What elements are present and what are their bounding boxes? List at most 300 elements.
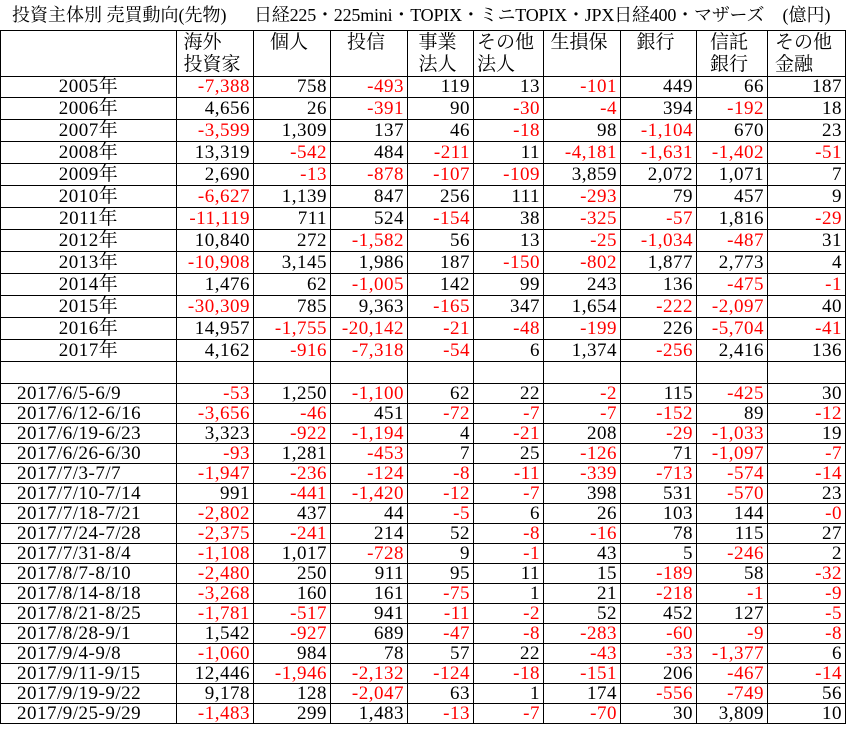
period-cell[interactable]: 2007年 [0,120,177,142]
cell-overseas-investors[interactable]: -2,802 [177,504,254,524]
cell-other-financial[interactable]: -41 [768,318,846,340]
cell-investment-trusts[interactable]: 484 [331,142,408,164]
cell-other-corporations[interactable]: -150 [474,252,544,274]
cell-life-nonlife-insurers[interactable]: 1,654 [544,296,621,318]
cell-overseas-investors[interactable]: 991 [177,484,254,504]
cell-other-corporations[interactable]: 22 [474,644,544,664]
cell-overseas-investors[interactable]: -1,781 [177,604,254,624]
cell-business-corporations[interactable]: 46 [408,120,474,142]
target-indices[interactable]: 日経225・225mini・TOPIX・ミニTOPIX・JPX日経400・マザーズ [254,5,765,25]
cell-trust-banks[interactable]: -192 [697,98,768,120]
cell-other-corporations[interactable]: -2 [474,604,544,624]
cell-individuals[interactable]: -542 [254,142,331,164]
cell-life-nonlife-insurers[interactable]: -339 [544,464,621,484]
period-cell[interactable]: 2017/6/26-6/30 [0,444,177,464]
cell-banks[interactable]: 103 [621,504,697,524]
cell-other-financial[interactable]: 19 [768,424,846,444]
cell-investment-trusts[interactable]: -1,582 [331,230,408,252]
cell-banks[interactable]: 452 [621,604,697,624]
cell-trust-banks[interactable]: -570 [697,484,768,504]
cell-overseas-investors[interactable]: 3,323 [177,424,254,444]
cell-overseas-investors[interactable]: -1,060 [177,644,254,664]
cell-overseas-investors[interactable]: -1,483 [177,704,254,724]
cell-life-nonlife-insurers[interactable]: 1,374 [544,340,621,362]
cell-overseas-investors[interactable]: 2,690 [177,164,254,186]
cell-individuals[interactable]: -13 [254,164,331,186]
cell-business-corporations[interactable]: 56 [408,230,474,252]
cell-trust-banks[interactable]: -487 [697,230,768,252]
cell-business-corporations[interactable]: -72 [408,404,474,424]
cell-business-corporations[interactable]: 142 [408,274,474,296]
cell-overseas-investors[interactable]: -53 [177,384,254,404]
cell-banks[interactable]: 226 [621,318,697,340]
cell-overseas-investors[interactable]: 1,542 [177,624,254,644]
cell-investment-trusts[interactable]: -1,194 [331,424,408,444]
cell-other-corporations[interactable]: -21 [474,424,544,444]
cell-trust-banks[interactable]: 89 [697,404,768,424]
cell-individuals[interactable]: 785 [254,296,331,318]
cell-trust-banks[interactable]: 1,816 [697,208,768,230]
cell-business-corporations[interactable]: -75 [408,584,474,604]
header-life-nonlife-insurers[interactable] [544,31,621,77]
cell-individuals[interactable]: 758 [254,76,331,98]
header-trust-banks[interactable] [697,31,768,77]
cell-other-corporations[interactable]: 11 [474,142,544,164]
cell-business-corporations[interactable]: 119 [408,76,474,98]
cell-overseas-investors[interactable]: 10,840 [177,230,254,252]
cell-individuals[interactable]: -441 [254,484,331,504]
cell-other-financial[interactable]: 136 [768,340,846,362]
cell-life-nonlife-insurers[interactable]: -7 [544,404,621,424]
cell-investment-trusts[interactable]: -453 [331,444,408,464]
period-cell[interactable]: 2017年 [0,340,177,362]
cell-business-corporations[interactable]: 90 [408,98,474,120]
cell-other-corporations[interactable]: -7 [474,484,544,504]
cell-trust-banks[interactable]: -574 [697,464,768,484]
cell-business-corporations[interactable]: 9 [408,544,474,564]
cell-investment-trusts[interactable]: 137 [331,120,408,142]
cell-overseas-investors[interactable]: 14,957 [177,318,254,340]
cell-banks[interactable]: 79 [621,186,697,208]
cell-individuals[interactable]: -517 [254,604,331,624]
cell-life-nonlife-insurers[interactable]: -4,181 [544,142,621,164]
period-cell[interactable]: 2011年 [0,208,177,230]
header-other-corporations[interactable] [474,31,544,77]
period-cell[interactable]: 2014年 [0,274,177,296]
cell-trust-banks[interactable]: 457 [697,186,768,208]
cell-overseas-investors[interactable]: -3,599 [177,120,254,142]
cell-individuals[interactable]: -236 [254,464,331,484]
cell-trust-banks[interactable]: 2,773 [697,252,768,274]
cell-overseas-investors[interactable]: -2,375 [177,524,254,544]
cell-other-corporations[interactable]: 347 [474,296,544,318]
cell-life-nonlife-insurers[interactable]: 43 [544,544,621,564]
cell-banks[interactable]: -222 [621,296,697,318]
cell-business-corporations[interactable]: 187 [408,252,474,274]
cell-other-financial[interactable]: -0 [768,504,846,524]
cell-investment-trusts[interactable]: 214 [331,524,408,544]
cell-other-financial[interactable]: 23 [768,484,846,504]
cell-overseas-investors[interactable]: -93 [177,444,254,464]
empty-cell[interactable] [544,362,621,384]
cell-other-financial[interactable]: -1 [768,274,846,296]
cell-individuals[interactable]: 62 [254,274,331,296]
cell-business-corporations[interactable]: -21 [408,318,474,340]
period-cell[interactable]: 2017/8/28-9/1 [0,624,177,644]
cell-trust-banks[interactable]: -1,097 [697,444,768,464]
cell-banks[interactable]: -1,034 [621,230,697,252]
cell-business-corporations[interactable]: -12 [408,484,474,504]
period-cell[interactable]: 2017/7/3-7/7 [0,464,177,484]
cell-other-financial[interactable]: -12 [768,404,846,424]
cell-business-corporations[interactable]: 57 [408,644,474,664]
cell-investment-trusts[interactable]: -391 [331,98,408,120]
cell-other-financial[interactable]: -14 [768,464,846,484]
cell-other-corporations[interactable]: -18 [474,120,544,142]
cell-business-corporations[interactable]: -47 [408,624,474,644]
cell-individuals[interactable]: 1,139 [254,186,331,208]
period-cell[interactable]: 2017/9/19-9/22 [0,684,177,704]
period-cell[interactable]: 2017/7/10-7/14 [0,484,177,504]
cell-business-corporations[interactable]: -165 [408,296,474,318]
cell-overseas-investors[interactable]: -7,388 [177,76,254,98]
cell-business-corporations[interactable]: 52 [408,524,474,544]
cell-other-corporations[interactable]: 6 [474,340,544,362]
empty-cell[interactable] [331,362,408,384]
cell-other-financial[interactable]: 18 [768,98,846,120]
empty-cell[interactable] [408,362,474,384]
cell-life-nonlife-insurers[interactable]: -16 [544,524,621,544]
cell-individuals[interactable]: 1,017 [254,544,331,564]
cell-investment-trusts[interactable]: 9,363 [331,296,408,318]
cell-overseas-investors[interactable]: 4,162 [177,340,254,362]
cell-other-corporations[interactable]: -18 [474,664,544,684]
cell-other-financial[interactable]: -32 [768,564,846,584]
cell-banks[interactable]: -33 [621,644,697,664]
cell-life-nonlife-insurers[interactable]: -199 [544,318,621,340]
cell-trust-banks[interactable]: 670 [697,120,768,142]
cell-investment-trusts[interactable]: -2,132 [331,664,408,684]
cell-life-nonlife-insurers[interactable]: -325 [544,208,621,230]
cell-life-nonlife-insurers[interactable]: -43 [544,644,621,664]
cell-investment-trusts[interactable]: 911 [331,564,408,584]
period-cell[interactable]: 2017/9/25-9/29 [0,704,177,724]
cell-investment-trusts[interactable]: 161 [331,584,408,604]
cell-other-financial[interactable]: -8 [768,624,846,644]
unit-label[interactable]: (億円) [782,5,831,25]
cell-trust-banks[interactable]: -1,402 [697,142,768,164]
cell-overseas-investors[interactable]: 9,178 [177,684,254,704]
header-overseas-investors[interactable] [177,31,254,77]
cell-investment-trusts[interactable]: 1,483 [331,704,408,724]
cell-life-nonlife-insurers[interactable]: 52 [544,604,621,624]
cell-other-financial[interactable]: 40 [768,296,846,318]
cell-trust-banks[interactable]: 127 [697,604,768,624]
cell-investment-trusts[interactable]: -1,420 [331,484,408,504]
cell-other-corporations[interactable]: -109 [474,164,544,186]
cell-individuals[interactable]: 160 [254,584,331,604]
cell-investment-trusts[interactable]: -124 [331,464,408,484]
cell-investment-trusts[interactable]: -1,005 [331,274,408,296]
cell-other-corporations[interactable]: -7 [474,704,544,724]
cell-individuals[interactable]: 272 [254,230,331,252]
cell-investment-trusts[interactable]: 1,986 [331,252,408,274]
cell-trust-banks[interactable]: -246 [697,544,768,564]
cell-investment-trusts[interactable]: -493 [331,76,408,98]
cell-individuals[interactable]: -922 [254,424,331,444]
cell-other-corporations[interactable]: 11 [474,564,544,584]
cell-business-corporations[interactable]: -5 [408,504,474,524]
cell-trust-banks[interactable]: 144 [697,504,768,524]
cell-investment-trusts[interactable]: 689 [331,624,408,644]
cell-trust-banks[interactable]: -1,033 [697,424,768,444]
cell-investment-trusts[interactable]: 524 [331,208,408,230]
cell-business-corporations[interactable]: 63 [408,684,474,704]
cell-overseas-investors[interactable]: -3,656 [177,404,254,424]
cell-banks[interactable]: -1,631 [621,142,697,164]
cell-investment-trusts[interactable]: -2,047 [331,684,408,704]
cell-other-corporations[interactable]: -8 [474,624,544,644]
cell-overseas-investors[interactable]: -1,108 [177,544,254,564]
cell-individuals[interactable]: -927 [254,624,331,644]
cell-trust-banks[interactable]: -5,704 [697,318,768,340]
cell-banks[interactable]: -218 [621,584,697,604]
cell-other-financial[interactable]: 23 [768,120,846,142]
period-cell[interactable]: 2006年 [0,98,177,120]
cell-trust-banks[interactable]: -475 [697,274,768,296]
cell-overseas-investors[interactable]: -3,268 [177,584,254,604]
period-cell[interactable]: 2013年 [0,252,177,274]
cell-banks[interactable]: -60 [621,624,697,644]
cell-other-financial[interactable]: -14 [768,664,846,684]
cell-life-nonlife-insurers[interactable]: -4 [544,98,621,120]
cell-life-nonlife-insurers[interactable]: 98 [544,120,621,142]
period-cell[interactable]: 2017/6/5-6/9 [0,384,177,404]
period-cell[interactable]: 2017/7/18-7/21 [0,504,177,524]
cell-banks[interactable]: 206 [621,664,697,684]
cell-business-corporations[interactable]: 7 [408,444,474,464]
period-cell[interactable]: 2017/9/11-9/15 [0,664,177,684]
cell-individuals[interactable]: 1,309 [254,120,331,142]
period-cell[interactable]: 2010年 [0,186,177,208]
cell-other-corporations[interactable]: 1 [474,584,544,604]
cell-banks[interactable]: -1,104 [621,120,697,142]
cell-other-corporations[interactable]: -1 [474,544,544,564]
cell-life-nonlife-insurers[interactable]: 3,859 [544,164,621,186]
cell-other-corporations[interactable]: 99 [474,274,544,296]
cell-trust-banks[interactable]: 58 [697,564,768,584]
sheet-title[interactable]: 投資主体別 売買動向(先物) [12,5,227,25]
cell-other-financial[interactable]: 56 [768,684,846,704]
cell-investment-trusts[interactable]: -728 [331,544,408,564]
cell-other-corporations[interactable]: 13 [474,230,544,252]
cell-overseas-investors[interactable]: 12,446 [177,664,254,684]
cell-overseas-investors[interactable]: 1,476 [177,274,254,296]
cell-investment-trusts[interactable]: -7,318 [331,340,408,362]
empty-cell[interactable] [254,362,331,384]
cell-other-financial[interactable]: 4 [768,252,846,274]
cell-individuals[interactable]: -241 [254,524,331,544]
cell-banks[interactable]: 1,877 [621,252,697,274]
cell-individuals[interactable]: 299 [254,704,331,724]
cell-other-corporations[interactable]: 13 [474,76,544,98]
cell-other-corporations[interactable]: -48 [474,318,544,340]
cell-individuals[interactable]: 1,250 [254,384,331,404]
cell-other-corporations[interactable]: 1 [474,684,544,704]
period-cell[interactable]: 2015年 [0,296,177,318]
cell-trust-banks[interactable]: -425 [697,384,768,404]
cell-life-nonlife-insurers[interactable]: -126 [544,444,621,464]
cell-overseas-investors[interactable]: -10,908 [177,252,254,274]
cell-trust-banks[interactable]: 1,071 [697,164,768,186]
period-cell[interactable]: 2017/7/24-7/28 [0,524,177,544]
cell-banks[interactable]: -556 [621,684,697,704]
period-cell[interactable]: 2017/7/31-8/4 [0,544,177,564]
cell-life-nonlife-insurers[interactable]: 174 [544,684,621,704]
cell-business-corporations[interactable]: 256 [408,186,474,208]
cell-overseas-investors[interactable]: 13,319 [177,142,254,164]
cell-banks[interactable]: -29 [621,424,697,444]
cell-other-corporations[interactable]: 111 [474,186,544,208]
cell-overseas-investors[interactable]: -11,119 [177,208,254,230]
cell-banks[interactable]: -152 [621,404,697,424]
cell-other-corporations[interactable]: -11 [474,464,544,484]
empty-cell[interactable] [697,362,768,384]
cell-other-financial[interactable]: 9 [768,186,846,208]
header-period-cell[interactable] [0,31,177,77]
cell-life-nonlife-insurers[interactable]: 15 [544,564,621,584]
period-cell[interactable]: 2012年 [0,230,177,252]
cell-life-nonlife-insurers[interactable]: -25 [544,230,621,252]
header-business-corporations[interactable] [408,31,474,77]
period-cell[interactable]: 2017/6/12-6/16 [0,404,177,424]
cell-business-corporations[interactable]: -211 [408,142,474,164]
cell-life-nonlife-insurers[interactable]: 208 [544,424,621,444]
cell-investment-trusts[interactable]: 451 [331,404,408,424]
cell-trust-banks[interactable]: 66 [697,76,768,98]
cell-life-nonlife-insurers[interactable]: -293 [544,186,621,208]
cell-other-financial[interactable]: 10 [768,704,846,724]
cell-other-financial[interactable]: 187 [768,76,846,98]
cell-life-nonlife-insurers[interactable]: -283 [544,624,621,644]
cell-investment-trusts[interactable]: -878 [331,164,408,186]
cell-banks[interactable]: 449 [621,76,697,98]
cell-banks[interactable]: 30 [621,704,697,724]
cell-other-financial[interactable]: -51 [768,142,846,164]
cell-life-nonlife-insurers[interactable]: -2 [544,384,621,404]
cell-banks[interactable]: 2,072 [621,164,697,186]
period-cell[interactable]: 2017/8/7-8/10 [0,564,177,584]
cell-trust-banks[interactable]: -1,377 [697,644,768,664]
cell-other-financial[interactable]: -29 [768,208,846,230]
cell-individuals[interactable]: 437 [254,504,331,524]
header-investment-trusts[interactable] [331,31,408,77]
cell-banks[interactable]: 394 [621,98,697,120]
period-cell[interactable]: 2005年 [0,76,177,98]
cell-individuals[interactable]: 711 [254,208,331,230]
cell-business-corporations[interactable]: -107 [408,164,474,186]
cell-trust-banks[interactable]: 2,416 [697,340,768,362]
cell-investment-trusts[interactable]: -20,142 [331,318,408,340]
cell-banks[interactable]: 531 [621,484,697,504]
cell-trust-banks[interactable]: -467 [697,664,768,684]
cell-other-financial[interactable]: 6 [768,644,846,664]
cell-business-corporations[interactable]: -8 [408,464,474,484]
cell-banks[interactable]: -256 [621,340,697,362]
cell-business-corporations[interactable]: -11 [408,604,474,624]
period-cell[interactable]: 2016年 [0,318,177,340]
cell-investment-trusts[interactable]: -1,100 [331,384,408,404]
cell-overseas-investors[interactable]: -30,309 [177,296,254,318]
cell-trust-banks[interactable]: -1 [697,584,768,604]
cell-individuals[interactable]: -46 [254,404,331,424]
period-cell[interactable]: 2017/8/14-8/18 [0,584,177,604]
cell-overseas-investors[interactable]: -6,627 [177,186,254,208]
cell-other-financial[interactable]: 30 [768,384,846,404]
cell-individuals[interactable]: 250 [254,564,331,584]
cell-other-financial[interactable]: 27 [768,524,846,544]
cell-trust-banks[interactable]: 115 [697,524,768,544]
cell-overseas-investors[interactable]: -1,947 [177,464,254,484]
cell-trust-banks[interactable]: 3,809 [697,704,768,724]
cell-banks[interactable]: 71 [621,444,697,464]
cell-other-financial[interactable]: -9 [768,584,846,604]
cell-other-financial[interactable]: 7 [768,164,846,186]
period-cell[interactable]: 2017/6/19-6/23 [0,424,177,444]
cell-banks[interactable]: -713 [621,464,697,484]
cell-individuals[interactable]: 128 [254,684,331,704]
cell-life-nonlife-insurers[interactable]: 243 [544,274,621,296]
empty-cell[interactable] [177,362,254,384]
cell-individuals[interactable]: 26 [254,98,331,120]
period-cell[interactable]: 2008年 [0,142,177,164]
cell-trust-banks[interactable]: -2,097 [697,296,768,318]
period-cell[interactable]: 2017/8/21-8/25 [0,604,177,624]
cell-business-corporations[interactable]: 4 [408,424,474,444]
cell-life-nonlife-insurers[interactable]: -151 [544,664,621,684]
header-individuals[interactable] [254,31,331,77]
period-cell[interactable]: 2009年 [0,164,177,186]
cell-investment-trusts[interactable]: 44 [331,504,408,524]
cell-business-corporations[interactable]: -154 [408,208,474,230]
cell-individuals[interactable]: 3,145 [254,252,331,274]
cell-business-corporations[interactable]: 95 [408,564,474,584]
period-cell[interactable]: 2017/9/4-9/8 [0,644,177,664]
header-banks[interactable] [621,31,697,77]
cell-other-financial[interactable]: -7 [768,444,846,464]
empty-cell[interactable] [621,362,697,384]
cell-banks[interactable]: -57 [621,208,697,230]
cell-other-corporations[interactable]: 22 [474,384,544,404]
cell-overseas-investors[interactable]: -2,480 [177,564,254,584]
cell-investment-trusts[interactable]: 78 [331,644,408,664]
cell-business-corporations[interactable]: -13 [408,704,474,724]
cell-other-financial[interactable]: 31 [768,230,846,252]
cell-other-corporations[interactable]: -8 [474,524,544,544]
cell-other-corporations[interactable]: 25 [474,444,544,464]
cell-other-corporations[interactable]: 38 [474,208,544,230]
cell-individuals[interactable]: 984 [254,644,331,664]
cell-business-corporations[interactable]: -124 [408,664,474,684]
cell-investment-trusts[interactable]: 941 [331,604,408,624]
cell-other-financial[interactable]: 2 [768,544,846,564]
cell-business-corporations[interactable]: -54 [408,340,474,362]
cell-individuals[interactable]: -1,755 [254,318,331,340]
header-other-financial[interactable] [768,31,846,77]
cell-other-financial[interactable]: -5 [768,604,846,624]
cell-other-corporations[interactable]: -7 [474,404,544,424]
cell-life-nonlife-insurers[interactable]: 398 [544,484,621,504]
